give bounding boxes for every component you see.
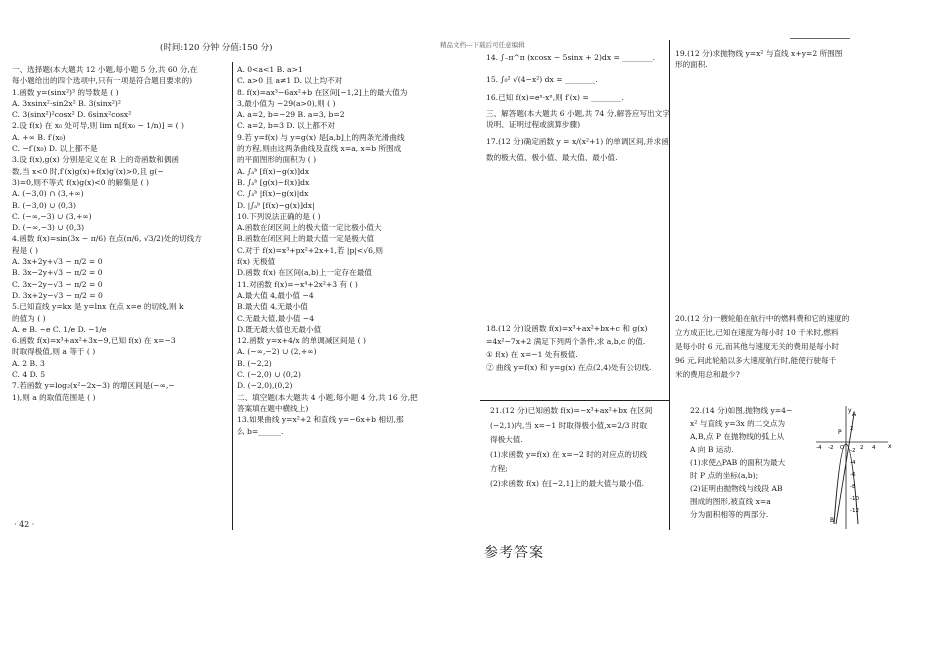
tick-y: -12 — [850, 508, 859, 514]
point-label-a: A — [852, 411, 857, 418]
text-line: 的平面图形的面积为 ( ) — [237, 155, 317, 165]
text-line: B. (−2,2) — [237, 358, 272, 368]
text-line: A 向 B 运动. — [690, 445, 734, 454]
text-line: B.最大值 4,无最小值 — [237, 302, 308, 312]
column-divider — [232, 62, 233, 530]
text-line: 6.函数 f(x)=x³+ax²+3x−9,已知 f(x) 在 x=−3 — [12, 336, 176, 346]
tick-x: -2 — [828, 445, 834, 451]
text-line: =4x²−7x+2 满足下列两个条件,求 a,b,c 的值. — [486, 337, 646, 346]
text-line: 19.(12 分)求抛物线 y=x² 与直线 x+y=2 所围图 — [675, 49, 843, 58]
text-line: 4.函数 f(x)=sin(3x − π/6) 在点(π/6, √3/2)处的切线方 — [12, 234, 202, 244]
text-line: 1),则 a 的取值范围是 ( ) — [12, 392, 96, 402]
text-line: 三、解答题(本大题共 6 小题,共 74 分,解答应写出文字 — [486, 109, 670, 118]
question-19 — [675, 48, 865, 71]
tick-x: 2 — [860, 445, 864, 451]
text-line: 3.设 f(x),g(x) 分别是定义在 R 上的奇函数和偶函 — [12, 155, 180, 165]
text-line: 答案填在题中横线上) — [237, 403, 309, 413]
text-line: (−2,1)内,当 x=−1 时取得极小值,x=2/3 时取 — [490, 420, 648, 430]
text-line: A. +∞ B. f′(x₀) — [12, 132, 66, 142]
tick-y: -8 — [850, 484, 856, 490]
text-line: 17.(12 分)确定函数 y = x/(x²+1) 的单调区间,并求函 — [486, 137, 669, 146]
text-line: 时 P 点的坐标(a,b); — [690, 471, 759, 480]
text-line: C. 3x−2y−√3 − π/2 = 0 — [12, 279, 103, 289]
text-line: C. (−2,0) ∪ (0,2) — [237, 370, 301, 380]
text-line: f(x) 无极值 — [237, 257, 276, 267]
text-line: D.函数 f(x) 在区间(a,b)上一定存在最值 — [237, 268, 372, 278]
text-line: A. (−∞,−2) ∪ (2,+∞) — [237, 347, 317, 357]
text-line: 11.对函数 f(x)=−x⁴+2x²+3 有 ( ) — [237, 279, 358, 289]
tick-y: -10 — [850, 496, 859, 502]
text-line: 96 元,问此轮船以多大速度航行时,能使行驶每千 — [675, 356, 837, 365]
text-line: 20.(12 分)一艘轮船在航行中的燃料费和它的速度的 — [675, 314, 850, 323]
question-20 — [675, 312, 875, 382]
text-line: 10.下列说法正确的是 ( ) — [237, 211, 321, 221]
text-line: ② 曲线 y=f(x) 和 y=g(x) 在点(2,4)处有公切线. — [486, 363, 652, 372]
text-line: C.对于 f(x)=x³+px²+2x+1,若 |p|<√6,则 — [237, 245, 383, 255]
text-line: 1.函数 y=(sinx²)³ 的导数是 ( ) — [12, 87, 119, 97]
x-axis-label: x — [888, 443, 892, 450]
text-line: 米的费用总和最少? — [675, 370, 740, 379]
text-line: 2.设 f(x) 在 x₀ 处可导,则 lim n[f(x₀ − 1/n)] = ( ) — [12, 121, 184, 131]
text-line: 14. ∫₋π^π (xcosx − 5sinx + 2)dx = ________. — [486, 53, 656, 62]
parabola-figure — [812, 404, 892, 534]
text-line: A. 3x+2y+√3 − π/2 = 0 — [12, 257, 103, 267]
text-line: 13.如果曲线 y=x²+2 和直线 y=−6x+b 相切,那 — [237, 415, 404, 425]
text-line: 形的面积. — [675, 60, 708, 70]
text-line: 3)=0,则不等式 f(x)g(x)<0 的解集是 ( ) — [12, 177, 150, 187]
section-rule — [480, 400, 670, 401]
text-line: 围成的图形,被直线 x=a — [690, 497, 771, 506]
tick-x: O — [840, 445, 845, 451]
text-line: A.函数在闭区间上的极大值一定比极小值大 — [237, 223, 382, 233]
text-line: C. ∫ₐᵇ |f(x)−g(x)|dx — [237, 189, 309, 199]
page-header: (时间:120 分钟 分值:150 分) — [160, 43, 273, 53]
text-line: C. −f′(x₀) D. 以上都不是 — [12, 144, 98, 154]
text-line: 数的极大值、极小值、最大值、最小值. — [486, 153, 618, 162]
text-line: B. ∫ₐᵇ [g(x)−f(x)]dx — [237, 177, 310, 187]
text-line: x² 与直线 y=3x 的二交点为 — [690, 419, 786, 428]
text-line: C. (−∞,−3) ∪ (3,+∞) — [12, 211, 92, 221]
text-line: D. |∫ₐᵇ [f(x)−g(x)]dx| — [237, 200, 315, 210]
text-line: 8. f(x)=ax³−6ax²+b 在区间[−1,2]上的最大值为 — [237, 87, 408, 97]
tick-y: -4 — [850, 460, 856, 466]
text-line: D. 3x+2y−√3 − π/2 = 0 — [12, 290, 103, 300]
text-line: C. 4 D. 5 — [12, 370, 46, 380]
text-line: 二、填空题(本大题共 4 小题,每小题 4 分,共 16 分,把 — [237, 392, 418, 402]
text-line: 16.已知 f(x)=eˣ·xⁿ,则 f′(x) = ________. — [486, 93, 624, 102]
tick-y: 2 — [850, 426, 854, 432]
text-line: 数,当 x<0 时,f′(x)g(x)+f(x)g′(x)>0,且 g(− — [12, 166, 164, 176]
question-21 — [490, 404, 670, 491]
text-line: 18.(12 分)设函数 f(x)=x³+ax²+bx+c 和 g(x) — [486, 324, 648, 333]
tick-x: 4 — [872, 445, 876, 451]
text-line: A. 0<a<1 B. a>1 — [237, 65, 303, 74]
text-line: 立方成正比,已知在速度为每小时 10 千米时,燃料 — [675, 328, 839, 337]
column-left — [12, 64, 230, 403]
text-line: 22.(14 分)如图,抛物线 y=4− — [690, 406, 793, 415]
text-line: 得极大值. — [490, 435, 523, 444]
header-rule — [790, 38, 850, 39]
text-line: 7.若函数 y=log₂(x²−2x−3) 的增区间是(−∞,− — [12, 381, 175, 391]
y-axis-label: y — [848, 407, 852, 414]
text-line: C. a>0 且 a≠1 D. 以上均不对 — [237, 76, 343, 86]
text-line: 12.函数 y=x+4/x 的单调减区间是 ( ) — [237, 336, 366, 346]
tick-y: -2 — [850, 448, 856, 454]
text-line: 每小题给出的四个选项中,只有一项是符合题目要求的) — [12, 76, 193, 86]
text-line: D.既无最大值也无最小值 — [237, 324, 322, 334]
text-line: A,B,点 P 在抛物线的弧上从 — [690, 432, 785, 441]
text-line: 的方程,则由这两条曲线及直线 x=a, x=b 所围成 — [237, 144, 402, 154]
text-line: B. (−3,0) ∪ (0,3) — [12, 200, 76, 210]
page-number: · 42 · — [14, 520, 35, 529]
tick-y: -6 — [850, 472, 856, 478]
tick-x: -4 — [816, 445, 822, 451]
header-note: 精品文档---下载后可任意编辑 — [440, 41, 525, 49]
text-line: 一、选择题(本大题共 12 小题,每小题 5 分,共 60 分,在 — [12, 65, 198, 74]
text-line: 5.已知直线 y=kx 是 y=lnx 在点 x=e 的切线,则 k — [12, 302, 184, 312]
text-line: C. 3(sinx²)²cosx² D. 6sinx²cosx² — [12, 110, 132, 120]
text-line: 是每小时 6 元,而其他与速度无关的费用是每小时 — [675, 342, 839, 351]
question-18 — [486, 322, 668, 374]
text-line: A.最大值 4,最小值 −4 — [237, 290, 314, 300]
text-line: 3,最小值为 −29(a>0),则 ( ) — [237, 98, 336, 108]
text-line: 程是 ( ) — [12, 245, 38, 255]
text-line: A. (−3,0) ∩ (3,+∞) — [12, 189, 84, 199]
text-line: A. 3xsinx²·sin2x² B. 3(sinx²)² — [12, 98, 121, 108]
text-line: 9.若 y=f(x) 与 y=g(x) 是[a,b]上的两条光滑曲线 — [237, 132, 405, 142]
text-line: (2)证明由抛物线与线段 AB — [690, 484, 783, 493]
text-line: 分为面积相等的两部分. — [690, 510, 769, 519]
text-line: D. (−2,0),(0,2) — [237, 381, 293, 391]
text-line: 么 b=______. — [237, 426, 284, 436]
text-line: A. 2 B. 3 — [12, 358, 45, 368]
text-line: ① f(x) 在 x=−1 处有极值. — [486, 350, 578, 359]
text-line: A. ∫ₐᵇ [f(x)−g(x)]dx — [237, 166, 310, 176]
text-line: 时取得极值,则 a 等于 ( ) — [12, 347, 96, 357]
text-line: C. a=2, b=3 D. 以上都不对 — [237, 121, 335, 131]
text-line: B.函数在闭区间上的最大值一定是极大值 — [237, 234, 375, 244]
column-middle — [237, 64, 465, 437]
text-line: (1)求使△PAB 的面积为最大 — [690, 458, 786, 467]
text-line: (2)求函数 f(x) 在[−2,1]上的最大值与最小值. — [490, 478, 645, 488]
text-line: 的值为 ( ) — [12, 313, 46, 323]
point-label-b: B — [830, 517, 835, 524]
text-line: 21.(12 分)已知函数 f(x)=−x³+ax²+bx 在区间 — [490, 406, 653, 415]
text-line: 方程; — [490, 464, 508, 473]
text-line: 说明、证明过程或演算步骤) — [486, 120, 581, 129]
text-line: C.无最大值,最小值 −4 — [237, 313, 315, 323]
text-line: (1)求函数 y=f(x) 在 x=−2 时的对应点的切线 — [490, 449, 648, 459]
text-line: A. a=2, b=−29 B. a=3, b=2 — [237, 110, 345, 120]
point-label-p: P — [838, 429, 842, 436]
text-line: 15. ∫₀² √(4−x²) dx = ________. — [486, 75, 598, 84]
answer-title: 参考答案 — [484, 545, 544, 561]
text-line: D. (−∞,−3) ∪ (0,3) — [12, 223, 85, 233]
text-line: A. e B. −e C. 1/e D. −1/e — [12, 324, 107, 334]
text-line: B. 3x−2y+√3 − π/2 = 0 — [12, 268, 103, 278]
